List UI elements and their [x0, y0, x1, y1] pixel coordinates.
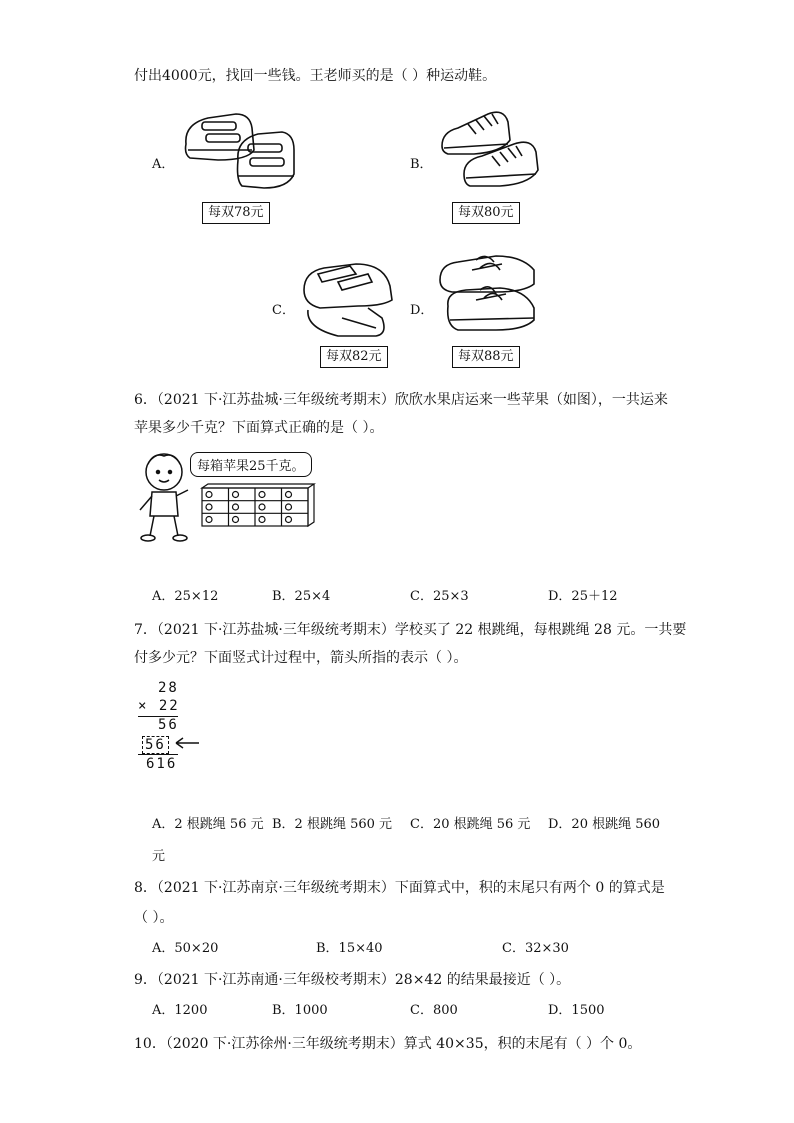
q9-option-b: B．1000 — [272, 1003, 328, 1018]
q8-option-b: B．15×40 — [316, 941, 383, 956]
q7-option-d: D．20 根跳绳 560 — [548, 817, 661, 832]
q9-option-c: C．800 — [410, 1003, 458, 1018]
calc-row-1: 28 — [158, 680, 179, 696]
q6-option-c: C．25×3 — [410, 589, 469, 604]
calc-line-2 — [138, 754, 178, 755]
q7-option-b: B．2 根跳绳 560 元 — [272, 817, 393, 832]
bubble-text: 每箱苹果25千克。 — [197, 459, 305, 474]
price-tag-c: 每双82元 — [320, 346, 388, 368]
question-7-line-1: 7．（2021 下·江苏盐城·三年级统考期末）学校买了 22 根跳绳，每根跳绳 28 元。一共要 — [134, 622, 687, 638]
option-c-label: C． — [272, 303, 295, 318]
q7-option-c: C．20 根跳绳 56 元 — [410, 817, 531, 832]
velcro-sneakers-icon — [178, 104, 298, 196]
q8-option-c: C．32×30 — [502, 941, 569, 956]
apple-crates-icon — [200, 482, 316, 528]
speech-bubble — [190, 452, 312, 477]
question-8-line-2: （ ）。 — [134, 910, 174, 926]
boy-figure-icon — [134, 450, 196, 546]
question-8-line-1: 8．（2021 下·江苏南京·三年级统考期末）下面算式中，积的末尾只有两个 0 的算式是 — [134, 880, 665, 896]
arrow-left-icon — [174, 736, 200, 750]
q6-option-d: D．25＋12 — [548, 589, 618, 604]
calc-row-5: 616 — [146, 756, 178, 772]
q6-option-b: B．25×4 — [272, 589, 331, 604]
q7-option-a: A．2 根跳绳 56 元 — [152, 817, 264, 832]
price-tag-d: 每双88元 — [452, 346, 520, 368]
question-9-line-1: 9．（2021 下·江苏南通·三年级校考期末）28×42 的结果最接近（ ）。 — [134, 972, 571, 988]
price-tag-b: 每双80元 — [452, 202, 520, 224]
calc-row-3: 56 — [158, 717, 179, 733]
option-a-label: A． — [152, 157, 175, 172]
option-d-label: D． — [410, 303, 434, 318]
leather-lace-shoes-icon — [436, 250, 540, 338]
kids-velcro-shoe-icon — [298, 252, 396, 342]
calc-row-4-boxed: 56 — [142, 736, 169, 754]
q6-option-a: A．25×12 — [152, 589, 219, 604]
lace-sneakers-icon — [438, 104, 542, 194]
question-6-line-1: 6．（2021 下·江苏盐城·三年级统考期末）欣欣水果店运来一些苹果（如图），一共运来 — [134, 392, 668, 408]
q9-option-d: D．1500 — [548, 1003, 605, 1018]
calc-row-2: × 22 — [138, 698, 180, 714]
q9-option-a: A．1200 — [152, 1003, 208, 1018]
q7-option-d-wrap: 元 — [152, 849, 166, 864]
option-b-label: B． — [410, 157, 433, 172]
price-tag-a: 每双78元 — [202, 202, 270, 224]
question-7-line-2: 付多少元？下面竖式计过程中，箭头所指的表示（ ）。 — [134, 650, 468, 666]
q8-option-a: A．50×20 — [152, 941, 219, 956]
question-10-line-1: 10．（2020 下·江苏徐州·三年级统考期末）算式 40×35，积的末尾有（ ）个 0。 — [134, 1036, 642, 1052]
question-5-tail: 付出4000元，找回一些钱。王老师买的是（ ）种运动鞋。 — [134, 68, 497, 84]
question-6-line-2: 苹果多少千克？下面算式正确的是（ ）。 — [134, 420, 384, 436]
